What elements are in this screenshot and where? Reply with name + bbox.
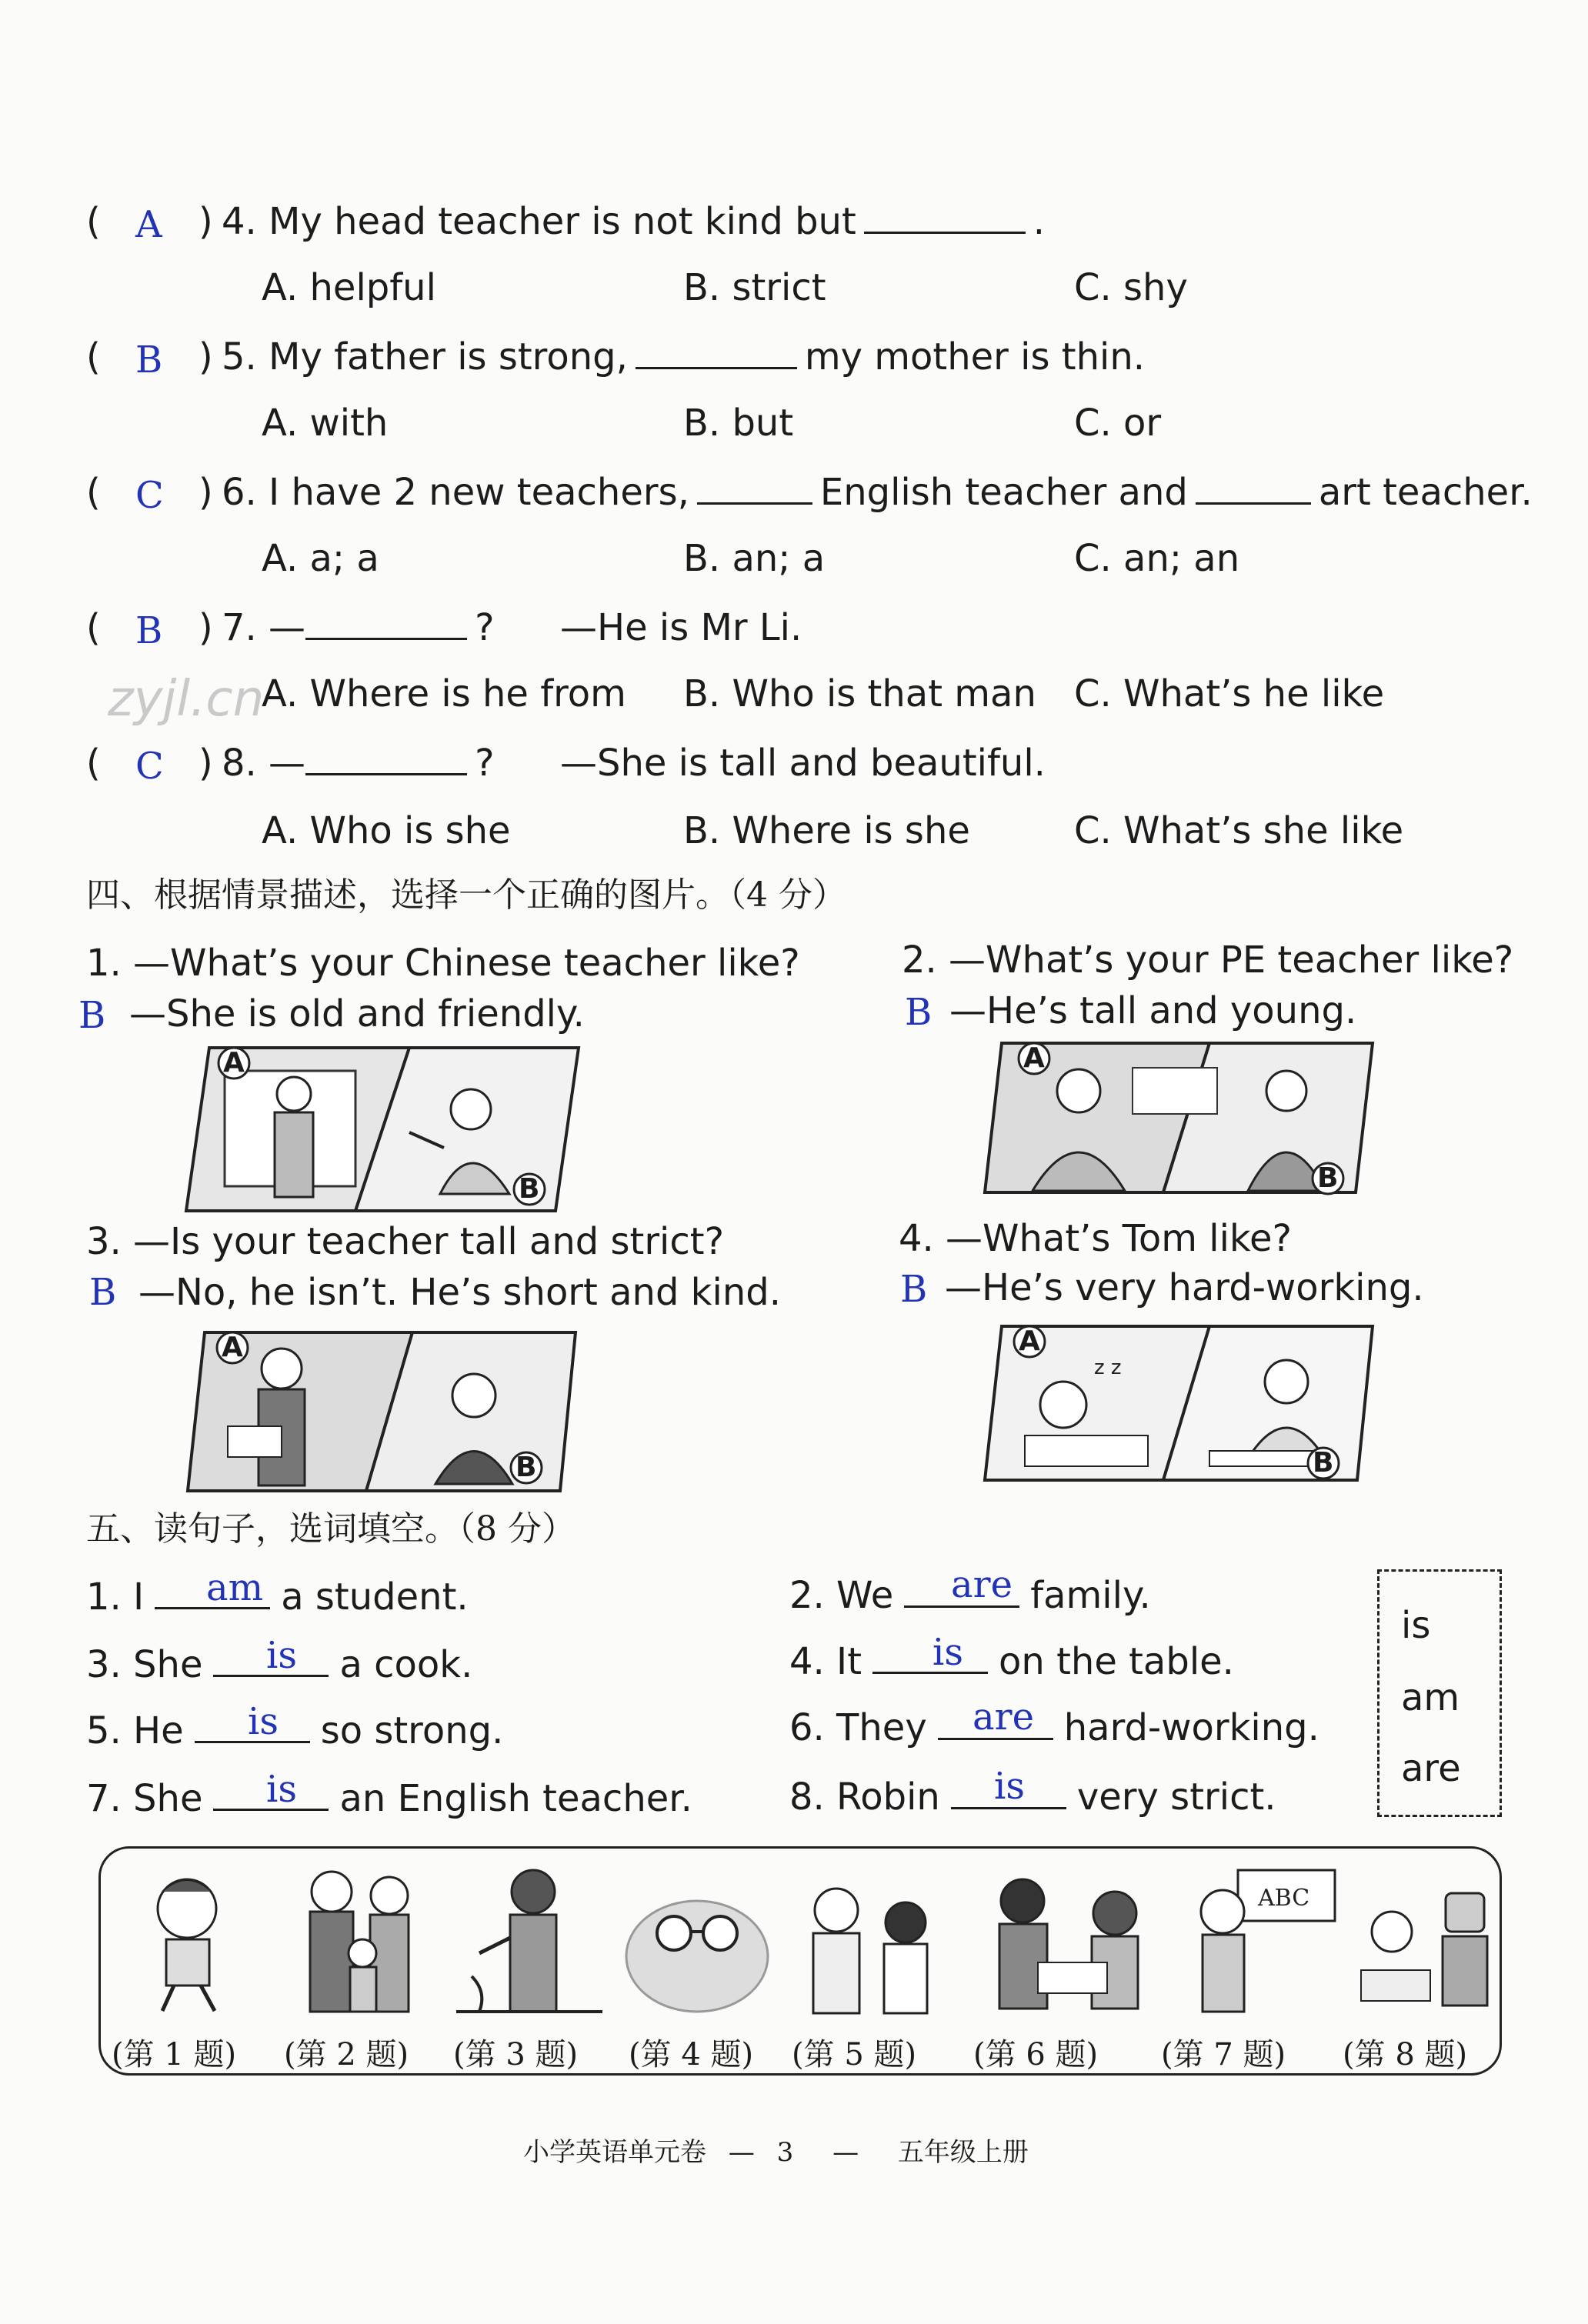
fill-sentence: 4. It on the table. — [789, 1640, 1234, 1683]
answer-blank — [697, 499, 812, 505]
english-teacher-icon — [1184, 1866, 1338, 2015]
answer-blank — [636, 364, 797, 369]
answer-blank — [872, 1669, 988, 1674]
paren-close: ) — [198, 606, 213, 649]
option-c: C. What’s he like — [1074, 672, 1385, 715]
page-footer — [523, 2131, 1029, 2169]
option-b: B. an; a — [683, 537, 826, 580]
family-icon — [285, 1861, 432, 2015]
question-stem — [222, 469, 1533, 515]
footer-left: 小学英语单元卷 — [523, 2137, 706, 2168]
option-b: B. Where is she — [683, 809, 970, 852]
answer-blank — [305, 770, 467, 775]
option-a: A. Who is she — [262, 809, 511, 852]
strong-kids-icon — [790, 1879, 944, 2015]
label-b-badge: B — [511, 1171, 548, 1211]
dialog-reply: —He’s very hard-working. — [945, 1266, 1424, 1309]
student-boy-icon — [132, 1869, 247, 2015]
label-a-badge: A — [1016, 1040, 1053, 1080]
stem-text: ? — [475, 606, 495, 649]
stem-text: . — [1033, 200, 1046, 243]
dialog-question: 1. —What’s your Chinese teacher like? — [86, 942, 800, 985]
short-teacher-head — [452, 1374, 495, 1417]
stem-text: my mother is thin. — [804, 335, 1146, 378]
word-bank-item: is — [1401, 1604, 1431, 1647]
option-c: C. or — [1074, 402, 1162, 445]
dialog-reply: —No, he isn’t. He’s short and kind. — [138, 1271, 781, 1314]
answer-mark: B — [135, 609, 163, 652]
hard-working-people-icon — [969, 1870, 1169, 2015]
answer-mark: is — [994, 1765, 1025, 1808]
old-teacher-head — [451, 1089, 491, 1129]
section-heading: 五、读句子，选词填空。（8 分） — [86, 1509, 575, 1549]
picture-caption: (第 1 题) — [112, 2037, 237, 2072]
question-stem — [222, 740, 495, 786]
dialog-reply: —He is Mr Li. — [560, 606, 802, 649]
answer-mark: is — [248, 1700, 279, 1743]
answer-mark: is — [932, 1631, 963, 1674]
fill-sentence: 2. We family. — [789, 1574, 1151, 1617]
answer-mark: C — [135, 474, 164, 517]
sleeping-boy-head — [1040, 1382, 1086, 1428]
picture-caption: (第 3 题) — [453, 2037, 579, 2072]
stem-text: 5. My father is strong, — [222, 335, 628, 378]
word-bank-item: are — [1401, 1747, 1461, 1790]
picture-caption: (第 8 题) — [1343, 2037, 1468, 2072]
paren-open: ( — [86, 335, 101, 378]
answer-mark: are — [972, 1695, 1034, 1739]
answer-mark: B — [905, 991, 932, 1034]
answer-mark: am — [206, 1566, 264, 1609]
fill-sentence: 3. She a cook. — [86, 1643, 473, 1686]
stem-text: 4. My head teacher is not kind but — [222, 200, 856, 243]
option-c: C. What’s she like — [1074, 809, 1404, 852]
paren-open: ( — [86, 471, 101, 514]
paren-close: ) — [198, 471, 213, 514]
dialog-reply: —She is tall and beautiful. — [560, 742, 1046, 785]
dialog-question: 3. —Is your teacher tall and strict? — [86, 1220, 725, 1263]
picture-caption: (第 7 题) — [1161, 2037, 1286, 2072]
picture-caption: (第 2 题) — [284, 2037, 409, 2072]
stem-text: ? — [475, 742, 495, 785]
answer-mark: are — [951, 1563, 1013, 1606]
picture-strip — [98, 1846, 1502, 2076]
question-stem — [222, 198, 1045, 245]
option-b: B. but — [683, 402, 794, 445]
option-a: A. Where is he from — [262, 672, 626, 715]
stem-text: 8. — — [222, 742, 306, 785]
paren-close: ) — [198, 200, 213, 243]
answer-blank — [305, 635, 467, 640]
label-b-badge: B — [1309, 1160, 1346, 1200]
working-boy-head — [1265, 1360, 1308, 1403]
tall-teacher-head — [262, 1349, 302, 1389]
section-heading: 四、根据情景描述，选择一个正确的图片。（4 分） — [86, 875, 846, 915]
answer-mark: is — [266, 1634, 297, 1677]
option-a: A. a; a — [262, 537, 379, 580]
dialog-reply: —He’s tall and young. — [949, 989, 1357, 1032]
cook-icon — [456, 1861, 602, 2015]
svg-text:z z: z z — [1094, 1356, 1122, 1379]
young-teacher-head — [277, 1077, 311, 1111]
option-c: C. an; an — [1074, 537, 1240, 580]
stem-text: 7. — — [222, 606, 306, 649]
answer-blank — [864, 228, 1026, 234]
paren-open: ( — [86, 200, 101, 243]
answer-mark: B — [135, 338, 163, 382]
glasses-on-table-icon — [624, 1879, 770, 2015]
answer-mark: A — [135, 203, 162, 246]
paren-close: ) — [198, 335, 213, 378]
dialog-reply: —She is old and friendly. — [129, 992, 585, 1035]
label-b-badge: B — [508, 1449, 545, 1489]
word-bank-item: am — [1401, 1676, 1460, 1719]
footer-right: 五年级上册 — [897, 2137, 1029, 2168]
footer-dash: — — [832, 2137, 859, 2168]
old-man-head — [1057, 1069, 1100, 1112]
stem-text: 6. I have 2 new teachers, — [222, 471, 689, 514]
page-number: 3 — [776, 2137, 794, 2168]
answer-mark: is — [266, 1768, 297, 1811]
answer-mark: C — [135, 745, 164, 788]
question-stem — [222, 605, 495, 651]
option-c: C. shy — [1074, 266, 1188, 309]
answer-mark: B — [89, 1271, 117, 1314]
dialog-question: 4. —What’s Tom like? — [899, 1217, 1293, 1260]
answer-mark: B — [78, 994, 106, 1037]
answer-blank — [1196, 499, 1311, 505]
fill-sentence: 5. He so strong. — [86, 1709, 504, 1752]
option-b: B. strict — [683, 266, 826, 309]
footer-dash: — — [728, 2137, 755, 2168]
paren-open: ( — [86, 606, 101, 649]
answer-mark: B — [900, 1268, 928, 1311]
picture-caption: (第 4 题) — [629, 2037, 754, 2072]
fill-sentence: 7. She an English teacher. — [86, 1777, 692, 1820]
paren-close: ) — [198, 742, 213, 785]
watermark: zyjl.cn — [108, 671, 265, 728]
label-a-badge: A — [214, 1329, 251, 1369]
picture-caption: (第 5 题) — [792, 2037, 917, 2072]
stem-text: art teacher. — [1318, 471, 1533, 514]
paren-open: ( — [86, 742, 101, 785]
label-a-badge: A — [1011, 1323, 1048, 1363]
option-a: A. with — [262, 402, 389, 445]
picture-caption: (第 6 题) — [973, 2037, 1099, 2072]
fill-sentence: 8. Robin very strict. — [789, 1776, 1276, 1819]
option-b: B. Who is that man — [683, 672, 1036, 715]
label-a-badge: A — [215, 1045, 252, 1085]
label-b-badge: B — [1305, 1445, 1342, 1485]
fill-sentence: 6. They hard-working. — [789, 1706, 1319, 1749]
word-bank-box — [1377, 1569, 1502, 1817]
fill-sentence: 1. I a student. — [86, 1575, 469, 1619]
option-a: A. helpful — [262, 266, 436, 309]
dialog-question: 2. —What’s your PE teacher like? — [902, 939, 1514, 982]
young-man-head — [1266, 1071, 1306, 1111]
question-stem — [222, 334, 1145, 380]
stem-text: English teacher and — [819, 471, 1188, 514]
robot-and-teacher-icon — [1346, 1870, 1496, 2015]
board-text: ABC — [1258, 1885, 1310, 1912]
